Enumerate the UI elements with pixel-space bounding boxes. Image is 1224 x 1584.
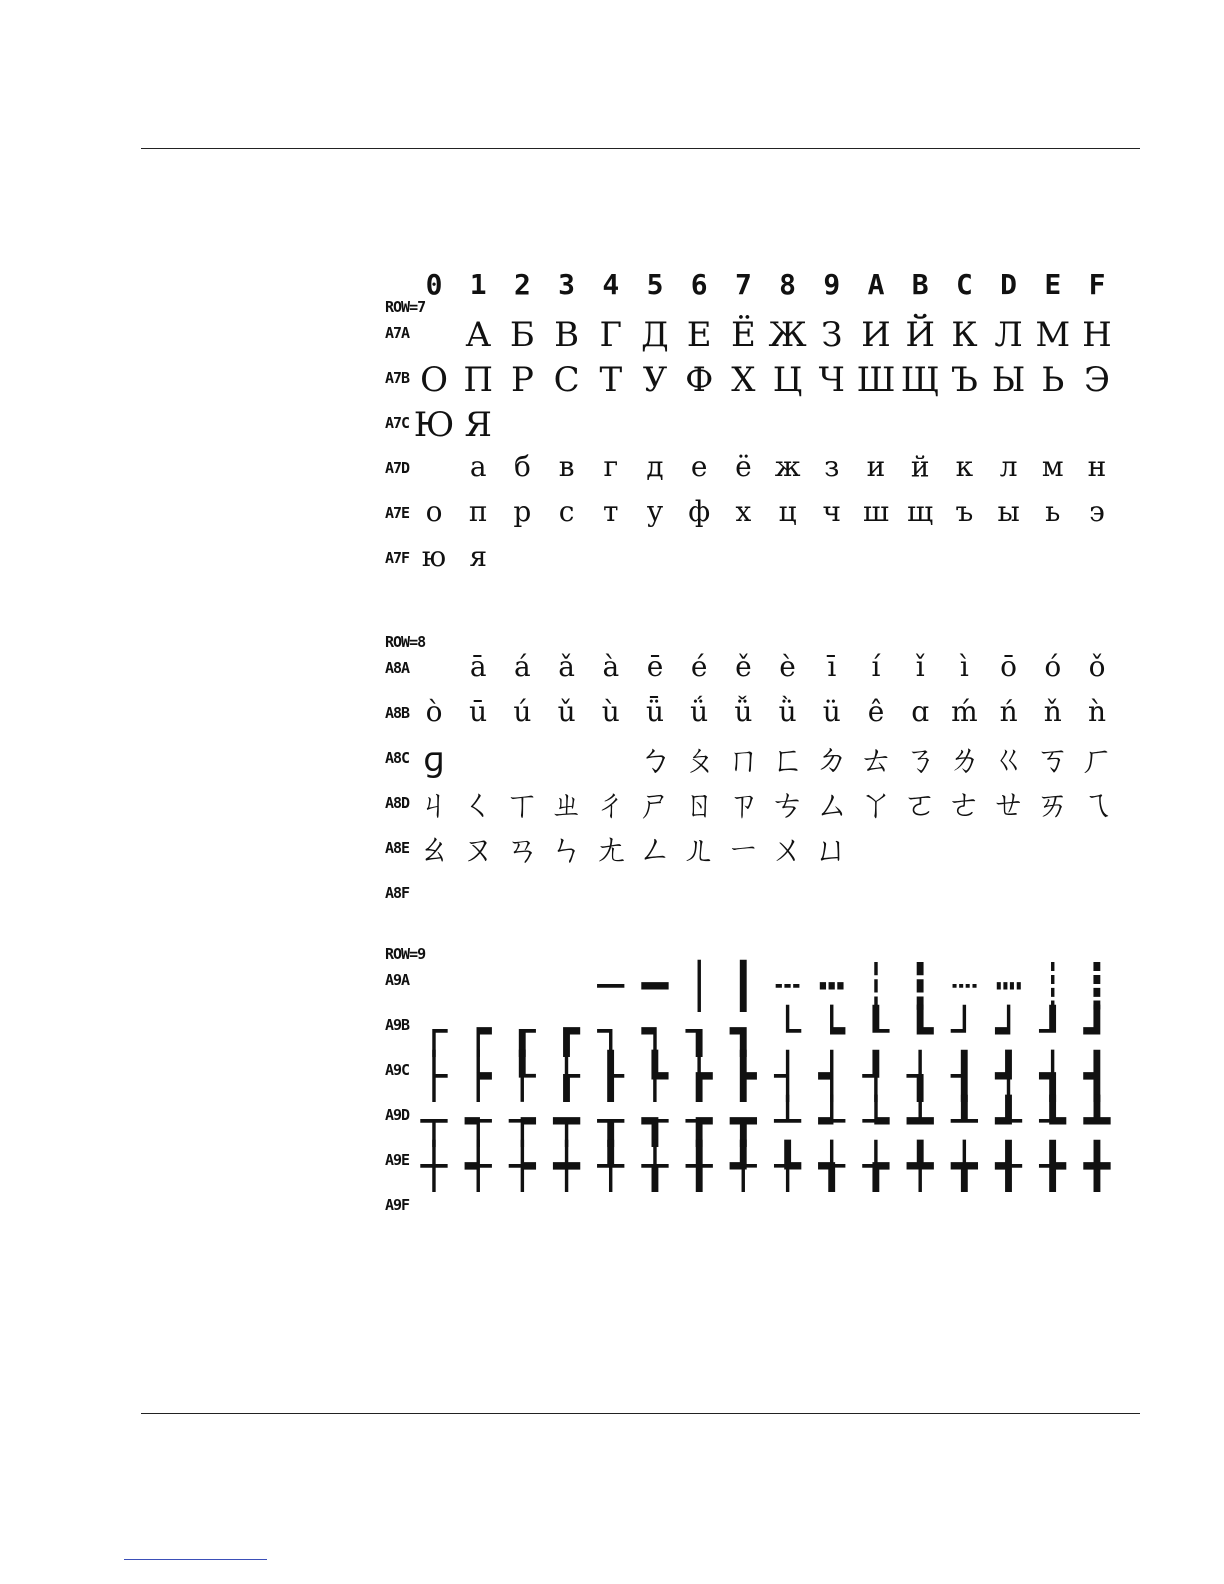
glyph-cell: ㄥ — [638, 830, 672, 870]
glyph-cell: ┓ — [730, 1006, 757, 1057]
glyph-cell: ㄞ — [1035, 785, 1070, 825]
glyph-cell: Л — [994, 315, 1023, 355]
glyph-cell: Н — [1082, 315, 1112, 355]
glyph-cell: ì — [959, 650, 969, 683]
row-label: A7F — [385, 549, 410, 567]
glyph-cell: ┯ — [553, 1096, 580, 1147]
glyph-cell: Т — [599, 360, 623, 400]
glyph-cell: Я — [464, 405, 492, 445]
column-header: 9 — [823, 268, 841, 301]
glyph-cell: ━ — [641, 961, 669, 1012]
glyph-cell: ㄙ — [814, 785, 849, 825]
glyph-cell: ┬ — [420, 1096, 448, 1147]
glyph-cell: ┿ — [553, 1141, 580, 1192]
column-header: E — [1044, 268, 1062, 301]
glyph-cell: ╀ — [597, 1141, 625, 1192]
glyph-cell: ┵ — [818, 1096, 846, 1147]
row-label: A9F — [385, 1196, 410, 1214]
glyph-cell: ┑ — [641, 1006, 669, 1057]
row-label: A7D — [385, 459, 410, 477]
column-header: A — [867, 268, 885, 301]
glyph-cell: ┡ — [641, 1051, 669, 1102]
glyph-cell: ㄐ — [417, 785, 451, 825]
column-header: 8 — [779, 268, 797, 301]
row-label: A8C — [385, 749, 410, 767]
glyph-cell: ㄇ — [726, 740, 761, 780]
glyph-cell: э — [1089, 495, 1105, 528]
glyph-cell: ┮ — [509, 1096, 536, 1147]
glyph-cell: е — [690, 450, 708, 483]
glyph-cell: ы — [997, 495, 1020, 528]
glyph-cell: ш — [862, 495, 890, 528]
glyph-cell: м — [1041, 450, 1064, 483]
glyph-cell: Ь — [1041, 360, 1065, 400]
glyph-cell: ㄘ — [770, 785, 805, 825]
glyph-cell: Е — [686, 315, 712, 355]
glyph-cell: ń — [999, 695, 1018, 728]
glyph-cell: к — [955, 450, 974, 483]
glyph-cell: ё — [735, 450, 752, 483]
glyph-cell: ㄖ — [682, 785, 717, 825]
glyph-cell: д — [646, 450, 664, 483]
glyph-cell: └ — [774, 1006, 801, 1057]
glyph-cell: ┦ — [862, 1051, 890, 1102]
glyph-cell: ┥ — [818, 1051, 846, 1102]
row-label: A8D — [385, 794, 410, 812]
glyph-cell: ㄣ — [549, 830, 584, 870]
glyph-cell: с — [558, 495, 575, 528]
glyph-cell: б — [513, 450, 531, 483]
glyph-cell: ㄊ — [859, 740, 893, 780]
glyph-cell: ┳ — [730, 1096, 757, 1147]
glyph-cell: ┷ — [906, 1096, 934, 1147]
glyph-cell: ǚ — [734, 695, 753, 728]
glyph-cell: ┸ — [951, 1096, 978, 1147]
glyph-cell: ┫ — [1083, 1051, 1111, 1102]
glyph-cell: à — [602, 650, 620, 683]
row-label: A8F — [385, 884, 410, 902]
glyph-cell: ㄔ — [593, 785, 628, 825]
glyph-cell: ─ — [597, 961, 625, 1012]
glyph-cell: и — [866, 450, 886, 483]
glyph-cell: ㄠ — [417, 830, 451, 870]
glyph-cell: ┎ — [509, 1006, 536, 1057]
row-label: A9B — [385, 1016, 410, 1034]
glyph-cell: ┝ — [464, 1051, 492, 1102]
glyph-cell: ǔ — [557, 695, 576, 728]
column-header: C — [955, 268, 973, 301]
glyph-cell: ㄒ — [505, 785, 540, 825]
glyph-cell: ê — [867, 695, 885, 728]
glyph-cell: З — [821, 315, 843, 355]
row-label: A7B — [385, 369, 410, 387]
column-header: F — [1088, 268, 1106, 301]
glyph-cell: ┖ — [862, 1006, 890, 1057]
glyph-cell: ㄑ — [461, 785, 496, 825]
glyph-cell: ┲ — [685, 1096, 713, 1147]
glyph-cell: ┊ — [1039, 961, 1067, 1012]
glyph-cell: ╈ — [951, 1141, 978, 1192]
glyph-cell: щ — [907, 495, 934, 528]
character-code-chart — [382, 262, 1142, 1214]
glyph-cell: ǐ — [915, 650, 925, 683]
glyph-cell: ㄋ — [903, 740, 938, 780]
glyph-cell: ┋ — [1083, 961, 1111, 1012]
glyph-cell: р — [513, 495, 532, 528]
glyph-cell: ┾ — [509, 1141, 536, 1192]
glyph-cell: ɡ — [423, 740, 445, 780]
glyph-cell: ㄡ — [461, 830, 496, 870]
glyph-cell: Ж — [768, 315, 807, 355]
glyph-cell: Г — [599, 315, 623, 355]
glyph-cell: ō — [1000, 650, 1018, 683]
glyph-cell: ┟ — [553, 1051, 580, 1102]
glyph-cell: Ф — [685, 360, 714, 400]
glyph-cell: К — [951, 315, 978, 355]
glyph-cell: Ш — [856, 360, 896, 400]
glyph-cell: ň — [1043, 695, 1062, 728]
glyph-cell: Р — [510, 360, 534, 400]
glyph-cell: ㄛ — [903, 785, 938, 825]
glyph-cell: И — [861, 315, 891, 355]
glyph-cell: ┻ — [1083, 1096, 1111, 1147]
glyph-cell: Э — [1083, 360, 1110, 400]
column-header: 2 — [513, 268, 531, 301]
glyph-cell: ┨ — [951, 1051, 978, 1102]
glyph-cell: Ч — [818, 360, 845, 400]
glyph-cell: ╆ — [862, 1141, 890, 1192]
glyph-cell: ㄜ — [947, 785, 982, 825]
glyph-cell: ㄗ — [726, 785, 761, 825]
glyph-cell: í — [871, 650, 881, 683]
glyph-cell: ъ — [955, 495, 974, 528]
glyph-cell: Щ — [900, 360, 940, 400]
glyph-cell: ú — [513, 695, 532, 728]
glyph-cell: Ъ — [950, 360, 978, 400]
row-label: A8B — [385, 704, 410, 722]
glyph-cell: ┅ — [818, 961, 846, 1012]
row-label: A9C — [385, 1061, 410, 1079]
glyph-cell: т — [603, 495, 619, 528]
glyph-cell: é — [690, 650, 708, 683]
glyph-cell: п — [468, 495, 488, 528]
column-header: 5 — [646, 268, 664, 301]
glyph-cell: ╂ — [685, 1141, 713, 1192]
glyph-cell: ┶ — [862, 1096, 890, 1147]
row-label: A8E — [385, 839, 410, 857]
glyph-cell: ó — [1044, 650, 1062, 683]
section-tag: ROW=8 — [385, 633, 426, 651]
glyph-cell: ┺ — [1039, 1096, 1067, 1147]
row-label: A9A — [385, 971, 410, 989]
glyph-cell: ╄ — [774, 1141, 801, 1192]
glyph-cell: ┹ — [995, 1096, 1022, 1147]
glyph-cell: н — [1087, 450, 1107, 483]
footer-rule — [141, 1413, 1140, 1414]
column-header: 1 — [469, 268, 487, 301]
glyph-cell: ┼ — [420, 1141, 448, 1192]
glyph-cell: ┰ — [597, 1096, 625, 1147]
glyph-cell: ǘ — [690, 695, 709, 728]
glyph-cell: ㄚ — [859, 785, 893, 825]
glyph-cell: ㄏ — [1080, 740, 1114, 780]
glyph-cell: á — [514, 650, 531, 683]
glyph-cell: ǎ — [558, 650, 575, 683]
glyph-cell: з — [824, 450, 840, 483]
glyph-cell: ǜ — [778, 695, 797, 728]
glyph-cell: П — [463, 360, 494, 400]
column-header: 4 — [602, 268, 620, 301]
glyph-cell: ü — [822, 695, 841, 728]
glyph-cell: ㄈ — [770, 740, 805, 780]
glyph-cell: В — [554, 315, 580, 355]
row-label: A9E — [385, 1151, 410, 1169]
glyph-cell: л — [999, 450, 1018, 483]
glyph-cell: ┚ — [1039, 1006, 1067, 1057]
glyph-cell: ф — [688, 495, 711, 528]
glyph-cell: ┄ — [774, 961, 801, 1012]
glyph-cell: ┱ — [641, 1096, 669, 1147]
glyph-cell: й — [910, 450, 930, 483]
glyph-cell: у — [646, 495, 664, 528]
glyph-cell: ㄓ — [549, 785, 584, 825]
section-tag: ROW=7 — [385, 298, 426, 316]
glyph-cell: ┉ — [995, 961, 1022, 1012]
glyph-cell: ┤ — [774, 1051, 801, 1102]
glyph-cell: Б — [509, 315, 535, 355]
glyph-cell: ɑ — [911, 695, 930, 728]
glyph-cell: ū — [469, 695, 488, 728]
glyph-cell: │ — [685, 961, 713, 1012]
row-label: A7C — [385, 414, 410, 432]
glyph-cell: ┩ — [995, 1051, 1022, 1102]
glyph-cell: ┃ — [730, 961, 757, 1012]
glyph-cell: ě — [735, 650, 752, 683]
row-label: A9D — [385, 1106, 410, 1124]
glyph-cell: ┧ — [906, 1051, 934, 1102]
glyph-cell: ㄆ — [682, 740, 717, 780]
glyph-cell: ò — [425, 695, 443, 728]
glyph-cell: ┭ — [464, 1096, 492, 1147]
glyph-cell: ┇ — [906, 961, 934, 1012]
glyph-cell: Х — [731, 360, 756, 400]
glyph-cell: ╁ — [641, 1141, 669, 1192]
row-label: A8A — [385, 659, 410, 677]
glyph-cell: Ю — [413, 405, 455, 445]
glyph-cell: ┞ — [509, 1051, 536, 1102]
glyph-cell: ┙ — [995, 1006, 1022, 1057]
glyph-cell: ╅ — [818, 1141, 846, 1192]
glyph-cell: ㄌ — [947, 740, 982, 780]
glyph-cell: о — [425, 495, 443, 528]
glyph-cell: ā — [469, 650, 487, 683]
header-rule — [141, 148, 1140, 149]
glyph-cell: ㄕ — [638, 785, 672, 825]
glyph-cell: ㄦ — [682, 830, 717, 870]
glyph-cell: ㄝ — [991, 785, 1026, 825]
glyph-cell: М — [1035, 315, 1071, 355]
glyph-cell: ǖ — [645, 695, 665, 728]
glyph-cell: я — [469, 540, 488, 573]
glyph-cell: ē — [646, 650, 664, 683]
column-header: 7 — [734, 268, 752, 301]
glyph-cell: Ё — [730, 315, 756, 355]
glyph-cell: ㄍ — [991, 740, 1026, 780]
glyph-cell: ㄩ — [814, 830, 849, 870]
glyph-cell: è — [779, 650, 796, 683]
glyph-cell: ㄅ — [638, 740, 672, 780]
glyph-cell: а — [469, 450, 487, 483]
glyph-cell: С — [553, 360, 580, 400]
row-label: A7E — [385, 504, 410, 522]
glyph-cell: Ы — [991, 360, 1026, 400]
footnote-separator — [124, 1559, 267, 1560]
glyph-cell: ù — [601, 695, 620, 728]
glyph-cell: А — [465, 315, 492, 355]
glyph-cell: ┽ — [464, 1141, 492, 1192]
glyph-cell: ┏ — [553, 1006, 580, 1057]
glyph-cell: ┪ — [1039, 1051, 1067, 1102]
glyph-cell: ж — [774, 450, 801, 483]
glyph-cell: ┢ — [685, 1051, 713, 1102]
glyph-cell: Ц — [772, 360, 803, 400]
glyph-cell: ┛ — [1083, 1006, 1111, 1057]
glyph-cell: О — [420, 360, 448, 400]
glyph-cell: ㄉ — [814, 740, 849, 780]
glyph-cell: ㄧ — [726, 830, 761, 870]
glyph-cell: в — [558, 450, 575, 483]
glyph-cell: г — [603, 450, 619, 483]
glyph-cell: ㄎ — [1035, 740, 1070, 780]
glyph-cell: ㄟ — [1080, 785, 1114, 825]
glyph-cell: ч — [822, 495, 842, 528]
column-header: 3 — [558, 268, 576, 301]
glyph-cell: ┘ — [951, 1006, 978, 1057]
glyph-cell: х — [735, 495, 752, 528]
glyph-cell: ┠ — [597, 1051, 625, 1102]
glyph-cell: ┴ — [774, 1096, 801, 1147]
glyph-cell: Д — [641, 315, 669, 355]
glyph-cell: ┍ — [464, 1006, 492, 1057]
glyph-cell: ǹ — [1087, 695, 1107, 728]
glyph-cell: ╃ — [730, 1141, 757, 1192]
glyph-cell: ḿ — [951, 695, 978, 728]
glyph-cell: ╇ — [906, 1141, 934, 1192]
glyph-cell: ╊ — [1039, 1141, 1067, 1192]
glyph-cell: ┒ — [685, 1006, 713, 1057]
glyph-cell: ┕ — [818, 1006, 846, 1057]
section-tag: ROW=9 — [385, 945, 426, 963]
row-label: A7A — [385, 324, 410, 342]
column-header: 0 — [425, 268, 443, 301]
glyph-cell: ╋ — [1083, 1141, 1111, 1192]
glyph-cell: ╉ — [995, 1141, 1022, 1192]
column-header: 6 — [690, 268, 708, 301]
glyph-cell: ┆ — [862, 961, 890, 1012]
glyph-cell: ┗ — [906, 1006, 934, 1057]
glyph-cell: ю — [421, 540, 447, 573]
glyph-cell: ㄤ — [593, 830, 628, 870]
glyph-cell: ī — [827, 650, 837, 683]
glyph-cell: ㄨ — [770, 830, 805, 870]
glyph-cell: ㄢ — [505, 830, 540, 870]
glyph-cell: ┐ — [597, 1006, 625, 1057]
column-header: B — [911, 268, 929, 301]
glyph-cell: ┌ — [420, 1006, 448, 1057]
glyph-cell: ц — [778, 495, 797, 528]
glyph-cell: ├ — [420, 1051, 448, 1102]
glyph-cell: Й — [905, 315, 936, 355]
glyph-cell: ┈ — [951, 961, 978, 1012]
glyph-cell: ǒ — [1088, 650, 1106, 683]
glyph-cell: ь — [1045, 495, 1061, 528]
glyph-cell: У — [642, 360, 668, 400]
glyph-cell: ┣ — [730, 1051, 757, 1102]
column-header: D — [1000, 268, 1018, 301]
